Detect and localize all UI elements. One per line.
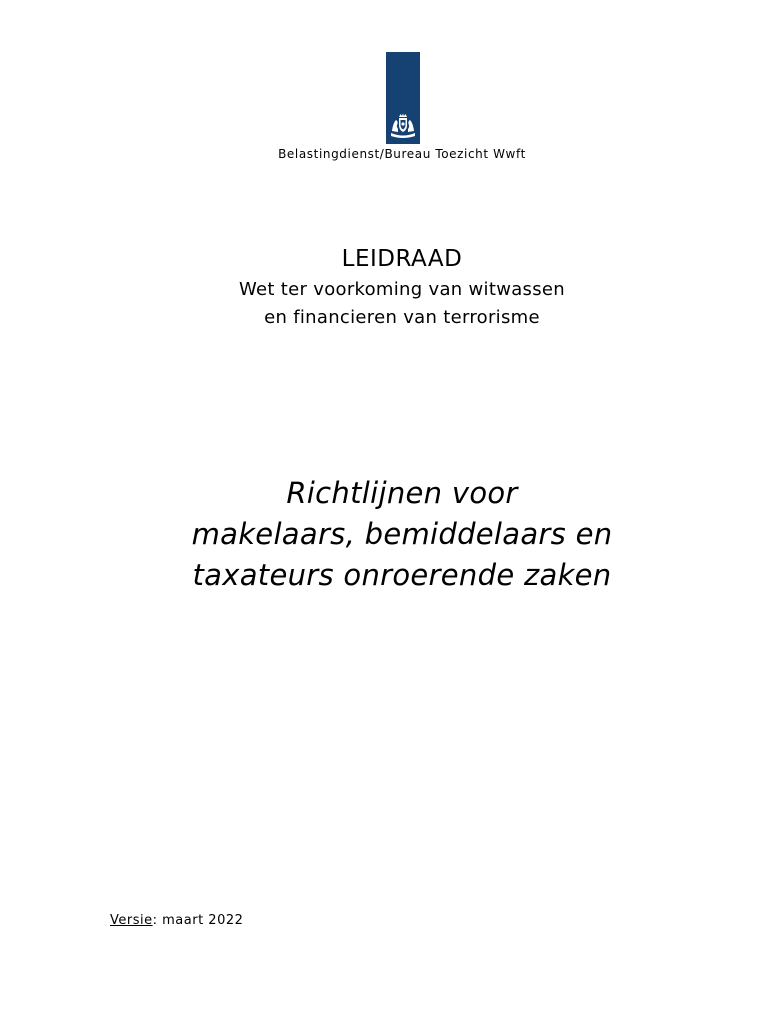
document-subtitle-line-2: en financieren van terrorisme [264,307,540,328]
document-subtitle-line-1: Wet ter voorkoming van witwassen [239,279,565,300]
version-separator: : [152,913,163,928]
version-value: maart 2022 [162,913,244,928]
main-title-line-2: makelaars, bemiddelaars en [191,517,613,551]
logo-bar [386,52,420,144]
rijksoverheid-crest-icon [388,111,418,141]
main-title-line-1: Richtlijnen voor [286,476,518,510]
organization-name: Belastingdienst/Bureau Toezicht Wwft [278,147,526,161]
version-info [110,913,243,928]
main-title-line-3: taxateurs onroerende zaken [192,558,612,592]
document-title: LEIDRAAD [341,246,463,272]
version-label: Versie [110,913,153,928]
